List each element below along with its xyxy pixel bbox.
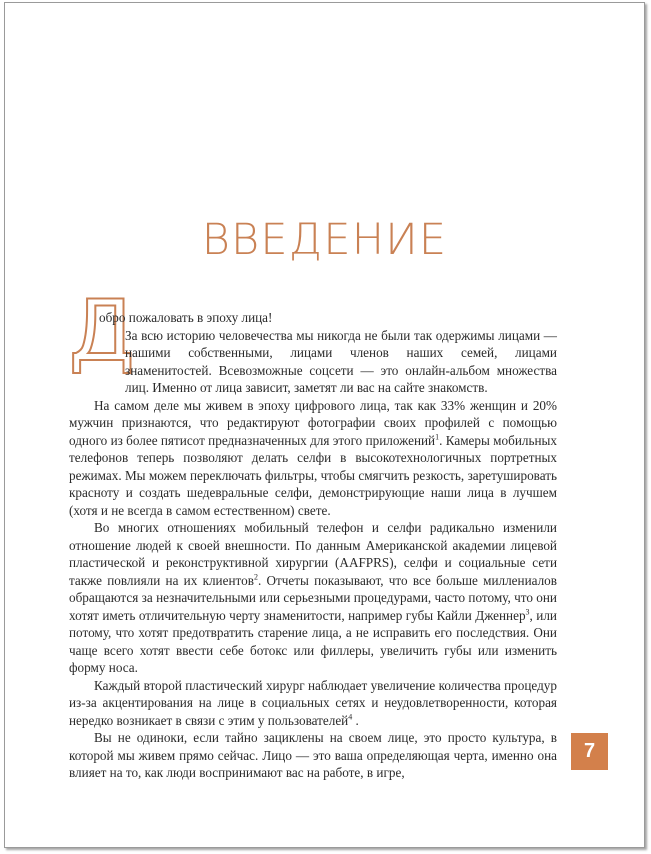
drop-cap: Д: [69, 282, 135, 380]
paragraph: На самом деле мы живем в эпоху цифрового лица, так как 33% женщин и 20% мужчин признаются, что редактируют фотографии своих профилей с помощью одного из более пятисот предназначенных для этого приложений$^1$. Камеры мобильных телефонов теперь позволяют делать селфи в высокотехнологичных портретных режимах. Мы можем переключать фильтры, чтобы смягчить резкость, заретушировать красноту и создать шедевральные селфи, демонстрирующие наши лица в лучшем (хотя и не всегда в самом естественном) свете.: [69, 397, 557, 518]
paragraph-lead: обро пожаловать в эпоху лица!: [99, 310, 273, 325]
footnote-ref: 1: [435, 432, 440, 442]
page-number-badge: 7: [571, 733, 608, 770]
paragraph: Во многих отношениях мобильный телефон и селфи радикально изменили отношение людей к своей внешности. По данным Американской академии лицевой пластической и реконструктивной хирургии (AAFPRS), селфи и социальные сети также повлияли на их клиентов$^2$. Отчеты показывают, что все больше миллениалов обращаются за незначительными или серьезными процедурами, часто потому, что они хотят иметь отличительную черту знаменитости, например губы Кайли Дженнер$^3$, или потому, что хотят предотвратить старение лица, а не исправить его последствия. Они чаще всего хотят ввести себе ботокс или филлеры, увеличить губы или изменить форму носа.: [69, 520, 558, 675]
paragraph: Каждый второй пластический хирург наблюдает увеличение количества процедур из-за акцентирования на лице в социальных сетях и неудовлетворенности, которая нередко возникает в связи с этим у пользователей$^4$ .: [69, 677, 557, 728]
footnote-ref: 2: [253, 572, 258, 582]
paragraph: За всю историю человечества мы никогда не были так одержимы лицами — нашими собственными, лицами членов наших семей, лицами знаменитостей. Всевозможные соцсети — это онлайн-альбом множества лиц. Именно от лица зависит, заметят ли вас на сайте знакомств.: [125, 327, 557, 395]
footnote-ref: 4: [348, 712, 353, 722]
footnote-ref: 3: [525, 607, 530, 617]
book-page: [4, 2, 645, 848]
paragraph: Вы не одиноки, если тайно зациклены на своем лице, это просто культура, в которой мы живем прямо сейчас. Лицо — это ваша определяющая черта, именно она влияет на то, как люди воспринимают вас на работе, в игре,: [69, 730, 557, 780]
body-text: [69, 309, 557, 782]
chapter-title: ВВЕДЕНИЕ: [201, 215, 448, 265]
